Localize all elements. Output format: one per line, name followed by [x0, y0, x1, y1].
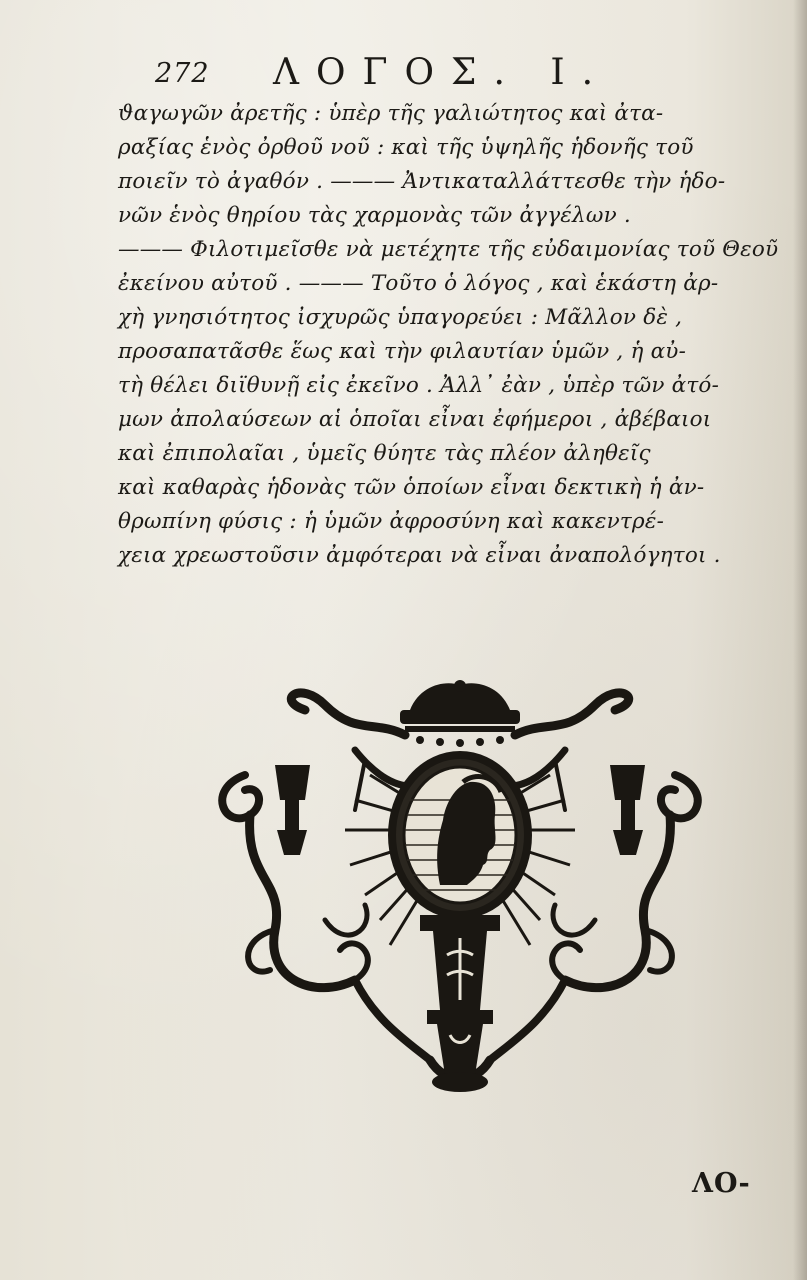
text-line: ——— Φιλοτιμεῖσθε νὰ μετέχητε τῆς εὐδαιμονίας τοῦ Θεοῦ [118, 237, 779, 262]
text-line: χὴ γνησιότητος ἰσχυρῶς ὑπαγορεύει : Μᾶλλον δὲ , [118, 305, 683, 330]
text-line: χεια χρεωστοῦσιν ἀμφότεραι νὰ εἶναι ἀναπολόγητοι . [118, 543, 721, 568]
text-line: μων ἀπολαύσεων αἱ ὁποῖαι εἶναι ἐφήμεροι , ἀβέβαιοι [118, 407, 712, 432]
catchword: ΛΟ- [692, 1168, 751, 1199]
text-line: θρωπίνη φύσις : ἡ ὑμῶν ἀφροσύνη καὶ κακεντρέ- [118, 509, 665, 534]
body-text [118, 98, 804, 598]
text-line: καὶ καθαρὰς ἡδονὰς τῶν ὁποίων εἶναι δεκτικὴ ἡ ἀν- [118, 475, 705, 500]
text-line: καὶ ἐπιπολαῖαι , ὑμεῖς θύητε τὰς πλέον ἀληθεῖς [118, 441, 651, 466]
text-line: τὴ θέλει διϊθυνῇ εἰς ἐκεῖνο . Ἀλλ᾽ ἐὰν , ὑπὲρ τῶν ἀτό- [118, 373, 720, 398]
text-line: προσαπατᾶσθε ἕως καὶ τὴν φιλαυτίαν ὑμῶν , ἡ αὐ- [118, 339, 687, 364]
text-line: νῶν ἑνὸς θηρίου τὰς χαρμονὰς τῶν ἀγγέλων . [118, 203, 631, 228]
text-line: ϑαγωγῶν ἀρετῆς : ὑπὲρ τῆς γαλιώτητος καὶ ἀτα- [118, 101, 664, 126]
page-number: 272 [155, 58, 210, 89]
text-line: ποιεῖν τὸ ἀγαθόν . ——— Ἀντικαταλλάττεσθε τὴν ἡδο- [118, 169, 726, 194]
text-line: ραξίας ἑνὸς ὀρθοῦ νοῦ : καὶ τῆς ὑψηλῆς ἡδονῆς τοῦ [118, 135, 694, 160]
engraved-cartouche-portrait-icon [205, 680, 715, 1095]
text-line: ἐκείνου αὐτοῦ . ——— Τοῦτο ὁ λόγος , καὶ ἑκάστη ἀρ- [118, 271, 719, 296]
running-head: ΛΟΓΟΣ. Ι. [273, 52, 611, 93]
page-header [155, 52, 655, 92]
